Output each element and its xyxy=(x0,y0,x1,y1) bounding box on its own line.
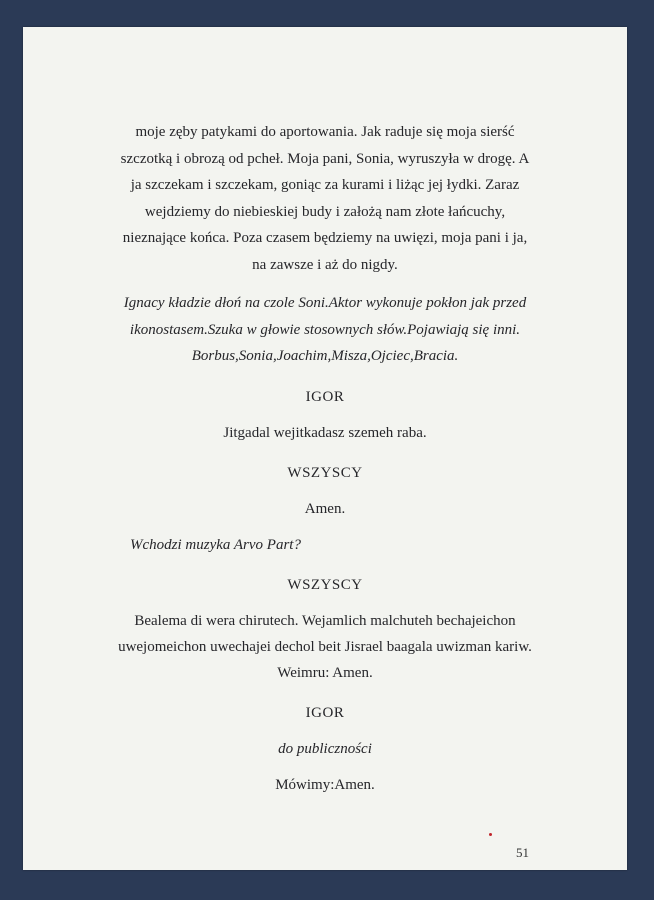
speech-line: Jitgadal wejitkadasz szemeh raba. xyxy=(223,424,427,441)
stage-direction: do publiczności xyxy=(278,740,372,757)
speaker-name: WSZYSCY xyxy=(287,464,363,481)
speech-line: Mówimy:Amen. xyxy=(275,776,375,793)
speaker-name: WSZYSCY xyxy=(287,576,363,593)
text-line: na zawsze i aż do nigdy. xyxy=(252,256,398,273)
text-line: moje zęby patykami do aportowania. Jak raduje się moja sierść xyxy=(135,124,515,140)
stage-line: ikonostasem.Szuka w głowie stosownych słów.Pojawiają się inni. xyxy=(129,321,521,338)
speech-line: uwejomeichon uwechajei dechol beit Jisrael baagala uwizman kariw. xyxy=(118,638,532,655)
text-line: ja szczekam i szczekam, goniąc za kurami i liżąc jej łydki. Zaraz xyxy=(130,177,520,193)
text-line: szczotką i obrozą od pcheł. Moja pani, Sonia, wyruszyła w drogę. A xyxy=(120,150,530,167)
text-line: nieznające końca. Poza czasem będziemy na uwięzi, moja pani i ja, xyxy=(122,230,528,246)
speaker-name: IGOR xyxy=(305,388,345,405)
document-page xyxy=(23,27,627,870)
speech-line: Amen. xyxy=(304,500,346,517)
narrative-paragraph xyxy=(110,119,540,278)
speech-block xyxy=(23,608,627,686)
stage-line: Ignacy kładzie dłoń na czole Soni.Aktor wykonuje pokłon jak przed xyxy=(123,295,527,311)
stage-line: Borbus,Sonia,Joachim,Misza,Ojciec,Bracia. xyxy=(191,348,459,364)
stage-direction xyxy=(105,290,545,370)
speech-line: Bealema di wera chirutech. Wejamlich malchuteh bechajeichon xyxy=(134,612,516,629)
page-number: 51 xyxy=(516,845,529,860)
speech-line: Weimru: Amen. xyxy=(277,664,373,681)
speaker-name: IGOR xyxy=(305,704,345,721)
page-content xyxy=(23,119,627,798)
stage-direction: Wchodzi muzyka Arvo Part? xyxy=(130,536,301,553)
ink-mark xyxy=(489,833,492,836)
text-line: wejdziemy do niebieskiej budy i założą nam złote łańcuchy, xyxy=(144,203,506,220)
